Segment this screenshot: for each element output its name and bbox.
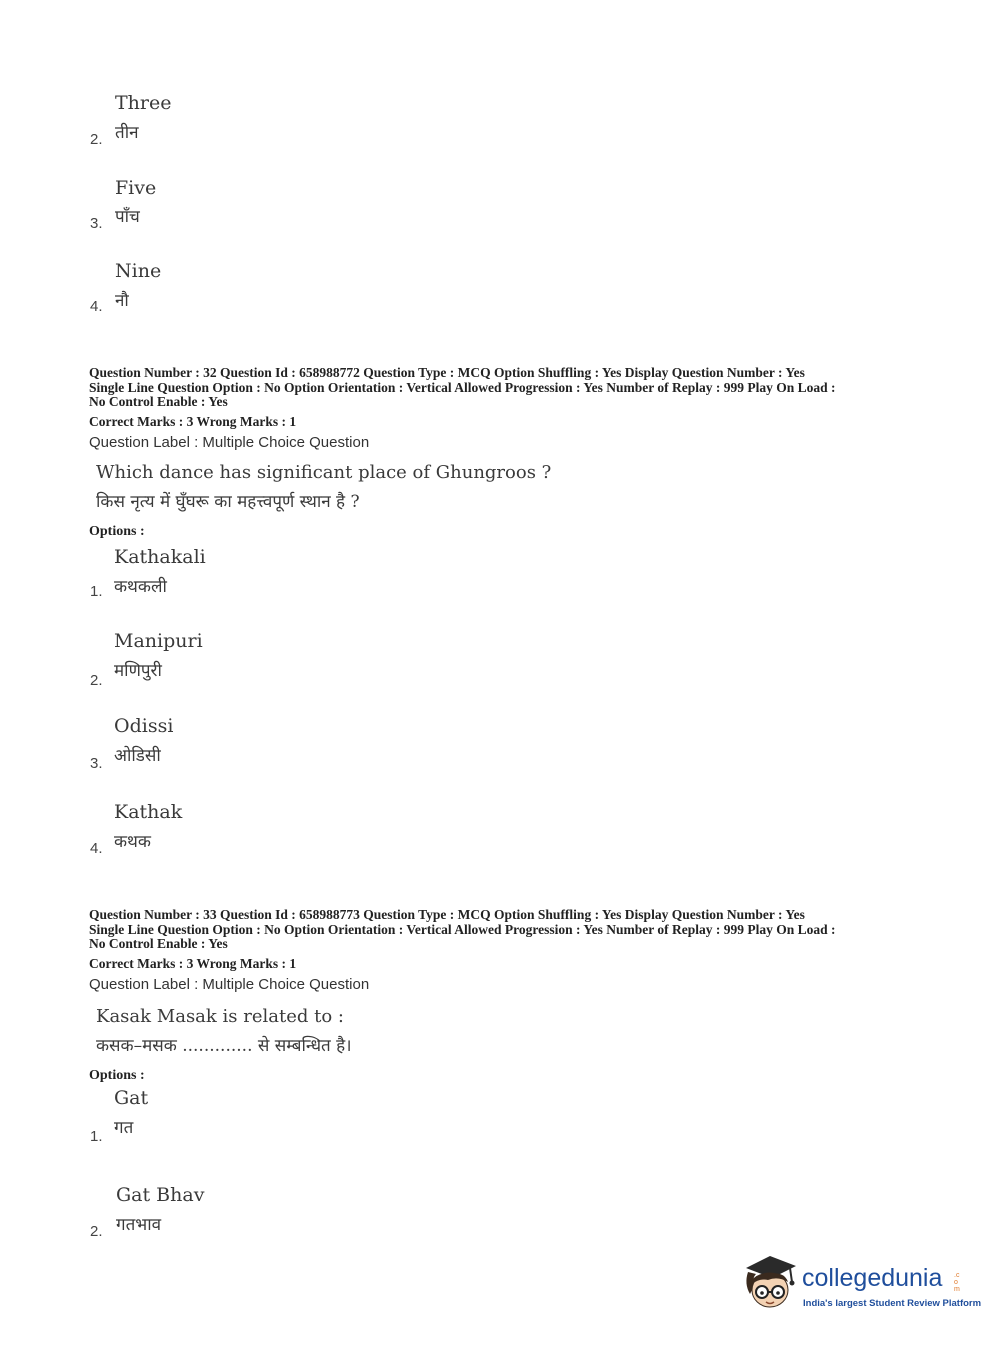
question-meta xyxy=(89,366,919,410)
options-heading: Options : xyxy=(89,1068,145,1083)
question-text-en: Which dance has significant place of Ghungroos ? xyxy=(96,462,552,483)
mascot-icon xyxy=(740,1250,800,1312)
option-text-en: Gat Bhav xyxy=(116,1184,205,1206)
option-number: 4. xyxy=(90,840,103,857)
option-number: 2. xyxy=(90,672,103,689)
brand-name: collegedunia xyxy=(802,1264,943,1292)
meta-line: Question Number : 32 Question Id : 658988772 Question Type : MCQ Option Shuffling : Yes Display Question Number : Yes xyxy=(89,365,805,380)
option-text-hi: गतभाव xyxy=(116,1215,162,1235)
option-number: 1. xyxy=(90,1128,103,1145)
meta-line: Single Line Question Option : No Option Orientation : Vertical Allowed Progression : Yes Number of Replay : 999 Play On Load : xyxy=(89,921,836,937)
option-text-hi: कथकली xyxy=(114,577,167,597)
question-text-en: Kasak Masak is related to : xyxy=(96,1006,344,1027)
option-number: 4. xyxy=(90,298,103,315)
meta-line: Question Number : 33 Question Id : 658988773 Question Type : MCQ Option Shuffling : Yes Display Question Number : Yes xyxy=(89,907,805,922)
meta-line: No Control Enable : Yes xyxy=(89,936,228,951)
option-number: 3. xyxy=(90,215,103,232)
collegedunia-logo xyxy=(740,1250,982,1320)
options-heading: Options : xyxy=(89,524,145,539)
brand-domain: .com xyxy=(954,1272,960,1293)
option-text-en: Kathakali xyxy=(114,546,206,568)
option-number: 3. xyxy=(90,755,103,772)
question-meta xyxy=(89,908,919,952)
question-text-hi: कसक–मसक ............. से सम्बन्धित है। xyxy=(96,1036,352,1056)
option-text-en: Three xyxy=(115,92,172,114)
brand-tagline: India's largest Student Review Platform xyxy=(803,1298,982,1309)
marks-info: Correct Marks : 3 Wrong Marks : 1 xyxy=(89,414,297,429)
option-number: 1. xyxy=(90,583,103,600)
option-number: 2. xyxy=(90,131,103,148)
option-text-en: Kathak xyxy=(114,801,183,823)
option-text-hi: ओडिसी xyxy=(114,746,161,766)
option-text-hi: गत xyxy=(114,1118,134,1138)
meta-line: Single Line Question Option : No Option Orientation : Vertical Allowed Progression : Yes Number of Replay : 999 Play On Load : xyxy=(89,379,836,395)
option-text-hi: पाँच xyxy=(115,207,140,227)
option-text-hi: मणिपुरी xyxy=(114,661,162,681)
option-text-en: Manipuri xyxy=(114,630,203,652)
question-text-hi: किस नृत्य में घुँघरू का महत्त्वपूर्ण स्थान है ? xyxy=(96,492,360,512)
question-label: Question Label : Multiple Choice Question xyxy=(89,434,370,451)
option-text-en: Gat xyxy=(114,1087,149,1109)
option-text-hi: कथक xyxy=(114,832,151,852)
marks-info: Correct Marks : 3 Wrong Marks : 1 xyxy=(89,956,297,971)
option-text-hi: तीन xyxy=(115,123,139,143)
option-text-en: Odissi xyxy=(114,715,174,737)
question-label: Question Label : Multiple Choice Question xyxy=(89,976,370,993)
option-text-en: Five xyxy=(115,177,157,199)
option-number: 2. xyxy=(90,1223,103,1240)
meta-line: No Control Enable : Yes xyxy=(89,394,228,409)
option-text-hi: नौ xyxy=(115,291,129,311)
option-text-en: Nine xyxy=(115,260,162,282)
